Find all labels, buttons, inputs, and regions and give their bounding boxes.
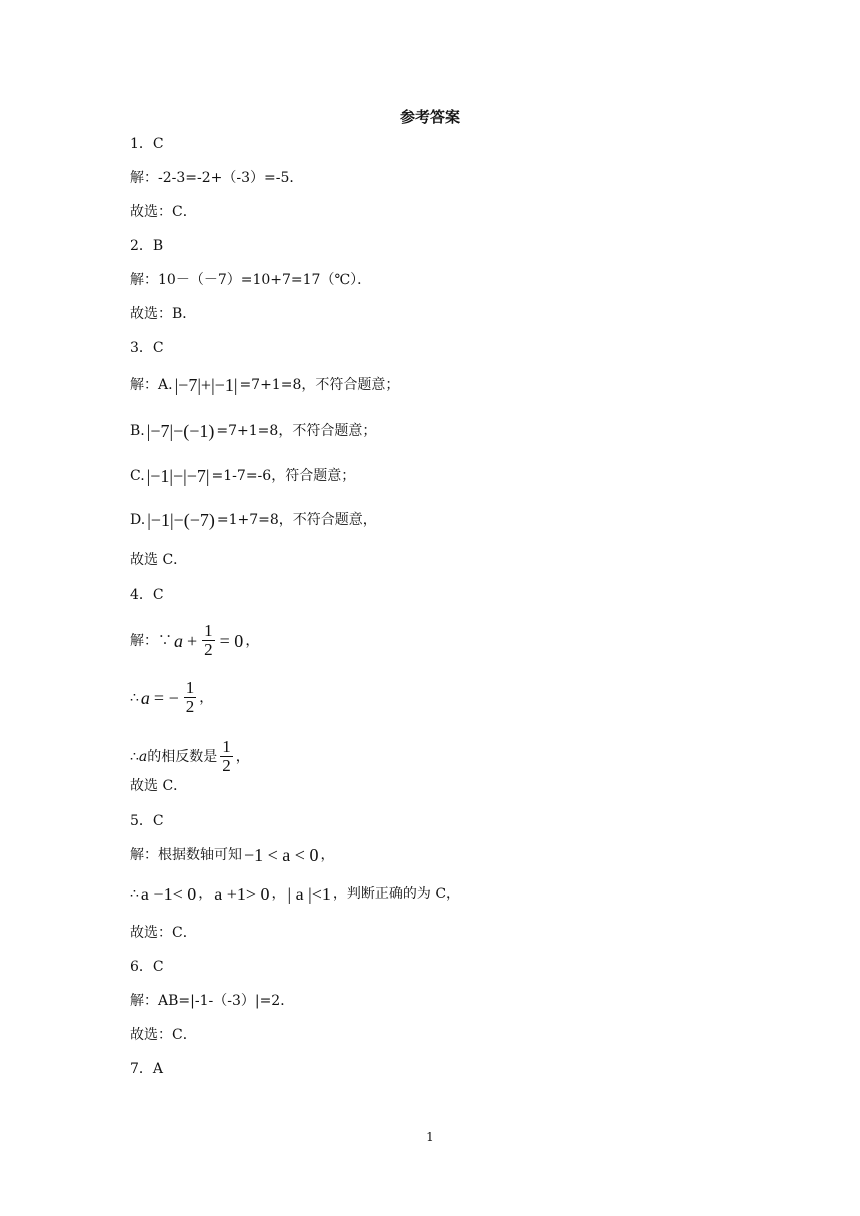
- q3-option-d: [130, 510, 377, 530]
- q4-header: 4．C: [130, 587, 164, 603]
- q2-header: 2．B: [130, 238, 164, 254]
- q3-c-math: |−1|−|−7|: [146, 466, 210, 486]
- q3-header: 3．C: [130, 340, 164, 356]
- q4-line-3: [130, 738, 250, 775]
- q3-a-text: =7+1=8，不符合题意；: [239, 377, 400, 393]
- q4-line-1: [130, 622, 259, 659]
- q4-l2-equals: = −: [153, 687, 179, 708]
- q4-l3-denominator: 2: [222, 756, 231, 775]
- q3-b-text: =7+1=8，不符合题意；: [216, 423, 377, 439]
- q5-l2-text: ，判断正确的为 C，: [332, 886, 461, 902]
- q4-l1-fraction: [202, 622, 215, 659]
- q3-option-a: [130, 375, 399, 395]
- q4-l3-prefix: ∴: [130, 748, 139, 765]
- q4-l1-end: ，: [245, 632, 260, 649]
- q6-solution: 解：AB=|-1-（-3）|=2．: [130, 993, 295, 1009]
- q4-l2-end: ，: [199, 689, 214, 706]
- q4-l1-numerator: 1: [204, 621, 213, 640]
- q4-l3-var: a: [138, 748, 148, 765]
- page-title: 参考答案: [399, 108, 460, 126]
- q5-l1-prefix: 解：根据数轴可知: [130, 847, 242, 863]
- q3-a-prefix: 解：A.: [130, 377, 173, 393]
- q4-l3-numerator: 1: [222, 737, 231, 756]
- q5-line-1: [130, 845, 334, 865]
- q5-l2-prefix: ∴: [130, 886, 139, 902]
- q5-l2-math-2: a +1> 0: [214, 884, 270, 904]
- q3-d-text: =1+7=8，不符合题意，: [216, 512, 377, 528]
- q5-l2-sep-1: ，: [198, 886, 213, 902]
- q4-l2-numerator: 1: [185, 678, 195, 697]
- q3-c-text: =1-7=-6，符合题意；: [211, 468, 356, 484]
- q4-l3-fraction: [220, 738, 233, 775]
- q6-choice: 故选：C．: [130, 1027, 197, 1043]
- q3-d-math: |−1|−(−7): [147, 510, 215, 530]
- q1-choice: 故选：C．: [130, 204, 197, 220]
- q3-b-prefix: B.: [130, 423, 145, 439]
- q5-l2-sep-2: ，: [271, 886, 286, 902]
- q4-l1-var: a: [174, 630, 183, 651]
- q4-l2-denominator: 2: [185, 697, 195, 716]
- q4-l1-equals: = 0: [219, 630, 244, 651]
- q4-l1-prefix: 解：∵: [130, 632, 172, 649]
- q5-l2-math-1: a −1< 0: [140, 884, 197, 904]
- q4-choice: 故选 C．: [130, 778, 188, 794]
- q5-l1-math: −1 < a < 0: [244, 845, 319, 865]
- q3-option-c: [130, 466, 355, 486]
- q1-solution: 解：-2-3=-2+（-3）=-5．: [130, 170, 304, 186]
- q4-l1-plus: +: [187, 630, 198, 651]
- q4-l1-denominator: 2: [204, 640, 213, 659]
- q3-c-prefix: C.: [130, 468, 145, 484]
- q2-solution: 解：10－（－7）=10+7=17（℃）．: [130, 272, 372, 288]
- q2-choice: 故选：B．: [130, 306, 197, 322]
- page-number: 1: [426, 1130, 434, 1144]
- q7-header: 7．A: [130, 1061, 164, 1077]
- q3-d-prefix: D.: [130, 512, 146, 528]
- q5-l2-math-3: | a |<1: [287, 884, 331, 904]
- q5-header: 5．C: [130, 813, 164, 829]
- q5-choice: 故选：C．: [130, 925, 197, 941]
- q4-l2-var: a: [140, 687, 150, 708]
- q3-a-math: |−7|+|−1|: [174, 375, 238, 395]
- q1-header: 1．C: [130, 136, 164, 152]
- q4-line-2: [130, 679, 213, 716]
- q3-b-math: |−7|−(−1): [146, 421, 215, 441]
- q5-line-2: [130, 884, 460, 904]
- q4-l3-end: ，: [235, 748, 250, 765]
- q5-l1-end: ，: [320, 847, 335, 863]
- q3-choice: 故选 C．: [130, 552, 188, 568]
- q4-l2-fraction: [184, 679, 197, 716]
- q6-header: 6．C: [130, 959, 164, 975]
- q3-option-b: [130, 421, 376, 441]
- q4-l3-text: 的相反数是: [147, 748, 218, 765]
- q4-l2-prefix: ∴: [130, 689, 139, 706]
